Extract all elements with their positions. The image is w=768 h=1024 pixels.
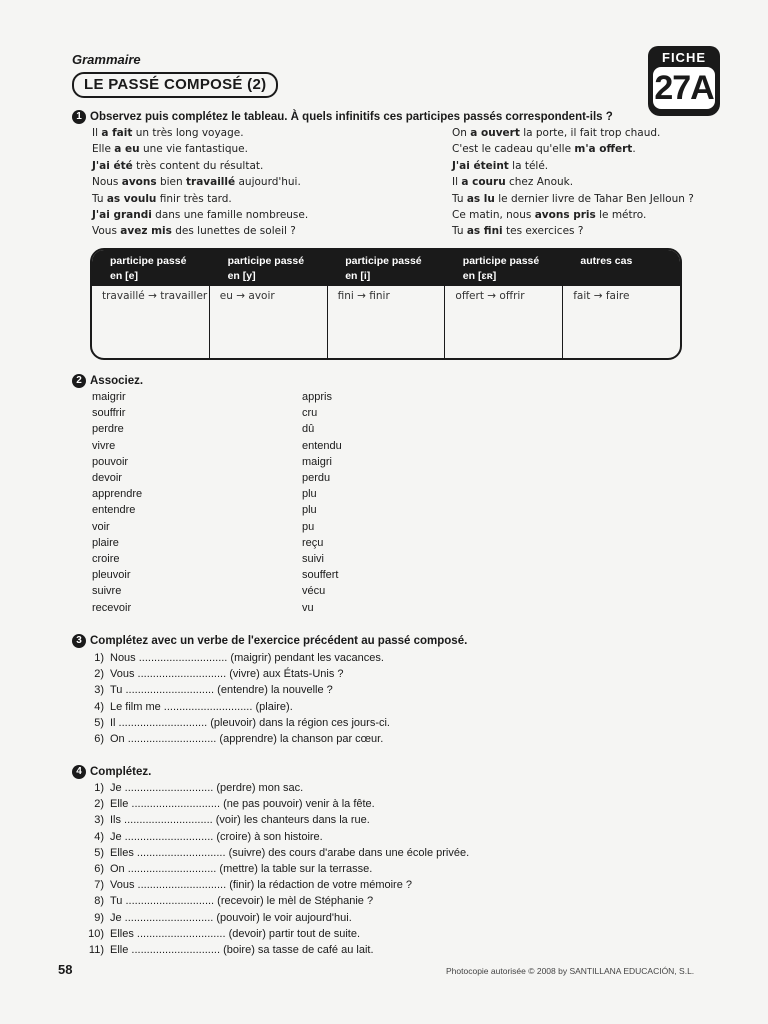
exercise-4-heading bbox=[72, 765, 151, 779]
infinitive-item[interactable]: souffrir bbox=[92, 407, 126, 420]
exercise-4-list bbox=[86, 780, 469, 958]
item-number: 10) bbox=[88, 927, 104, 940]
exercise-1-instruction: Observez puis complétez le tableau. À quels infinitifs ces participes passés correspondent-ils ? bbox=[90, 111, 613, 123]
exercise-item[interactable] bbox=[86, 682, 390, 698]
item-text: Vous ............................. (vivre) aux États-Unis ? bbox=[110, 668, 344, 681]
page-number: 58 bbox=[58, 962, 73, 977]
table-body-row bbox=[92, 286, 680, 358]
exercise-2-instruction: Associez. bbox=[90, 375, 144, 387]
participle-item[interactable]: suivi bbox=[302, 553, 325, 566]
exercise-2-heading bbox=[72, 374, 143, 388]
item-number: 2) bbox=[94, 798, 104, 811]
infinitive-item[interactable]: plaire bbox=[92, 536, 119, 549]
participle-item[interactable]: plu bbox=[302, 488, 317, 501]
infinitive-item[interactable]: croire bbox=[92, 553, 120, 566]
exercise-3-list bbox=[86, 650, 390, 747]
participle-item[interactable]: vu bbox=[302, 601, 314, 614]
exercise-item[interactable] bbox=[86, 845, 469, 861]
item-number: 6) bbox=[94, 863, 104, 876]
example-sentence: J'ai éteint la télé. bbox=[452, 159, 549, 172]
participle-item[interactable]: maigri bbox=[302, 455, 332, 468]
table-cell-1[interactable]: travaillé → travailler bbox=[92, 286, 210, 358]
exercise-item[interactable] bbox=[86, 910, 469, 926]
participle-item[interactable]: reçu bbox=[302, 536, 324, 549]
table-header-row bbox=[92, 250, 680, 286]
participle-item[interactable]: pu bbox=[302, 520, 315, 533]
exercise-item[interactable] bbox=[86, 731, 390, 747]
participle-item[interactable]: dû bbox=[302, 423, 315, 436]
exercise-item[interactable] bbox=[86, 780, 469, 796]
exercise-1-left-sentences bbox=[92, 125, 432, 240]
example-sentence: J'ai été très content du résultat. bbox=[92, 159, 264, 172]
participle-item[interactable]: vécu bbox=[302, 585, 326, 598]
infinitive-item[interactable]: apprendre bbox=[92, 488, 143, 501]
exercise-3-number: 3 bbox=[72, 634, 86, 648]
item-number: 2) bbox=[94, 668, 104, 681]
item-number: 5) bbox=[94, 846, 104, 859]
item-number: 4) bbox=[94, 700, 104, 713]
infinitive-item[interactable]: vivre bbox=[92, 439, 116, 452]
infinitive-item[interactable]: entendre bbox=[92, 504, 136, 517]
infinitive-item[interactable]: maigrir bbox=[92, 391, 126, 403]
infinitive-item[interactable]: perdre bbox=[92, 423, 124, 436]
page-title: LE PASSÉ COMPOSÉ (2) bbox=[72, 72, 278, 98]
exercise-item[interactable] bbox=[86, 942, 469, 958]
example-sentence: Ce matin, nous avons pris le métro. bbox=[452, 209, 647, 222]
item-text: Je ............................. (croire) à son histoire. bbox=[110, 830, 323, 843]
exercise-item[interactable] bbox=[86, 650, 390, 666]
exercise-1-right-sentences bbox=[452, 125, 752, 240]
item-text: Elles ............................. (suivre) des cours d'arabe dans une école privée. bbox=[110, 846, 470, 859]
exercise-item[interactable] bbox=[86, 699, 390, 715]
item-text: Elle ............................. (boire) sa tasse de café au lait. bbox=[110, 944, 374, 957]
infinitive-item[interactable]: pouvoir bbox=[92, 455, 129, 468]
table-cell-4[interactable]: offert → offrir bbox=[445, 286, 563, 358]
exercise-item[interactable] bbox=[86, 877, 469, 893]
item-number: 1) bbox=[94, 652, 104, 664]
item-text: Je ............................. (perdre) mon sac. bbox=[110, 782, 304, 794]
item-number: 7) bbox=[94, 879, 104, 892]
item-text: Ils ............................. (voir) les chanteurs dans la rue. bbox=[110, 814, 370, 827]
item-text: Il ............................. (pleuvoir) dans la région ces jours-ci. bbox=[110, 716, 390, 729]
example-sentence: Elle a eu une vie fantastique. bbox=[92, 143, 248, 156]
item-text: On ............................. (apprendre) la chanson par cœur. bbox=[110, 733, 384, 746]
item-text: Le film me ............................. (plaire). bbox=[110, 700, 293, 713]
table-cell-2[interactable]: eu → avoir bbox=[210, 286, 328, 358]
table-cell-3[interactable]: fini → finir bbox=[328, 286, 446, 358]
participle-item[interactable]: appris bbox=[302, 391, 332, 403]
example-sentence: Il a fait un très long voyage. bbox=[92, 127, 244, 139]
item-text: Elle ............................. (ne pas pouvoir) venir à la fête. bbox=[110, 798, 375, 811]
item-number: 6) bbox=[94, 733, 104, 746]
example-sentence: On a ouvert la porte, il fait trop chaud. bbox=[452, 127, 661, 139]
item-number: 1) bbox=[94, 782, 104, 794]
exercise-item[interactable] bbox=[86, 796, 469, 812]
participle-item[interactable]: plu bbox=[302, 504, 317, 517]
section-label: Grammaire bbox=[72, 52, 141, 67]
table-header-3: participe passé en [i] bbox=[345, 255, 422, 282]
exercise-2-number: 2 bbox=[72, 374, 86, 388]
item-number: 5) bbox=[94, 716, 104, 729]
exercise-3-heading bbox=[72, 634, 467, 648]
exercise-item[interactable] bbox=[86, 893, 469, 909]
exercise-item[interactable] bbox=[86, 715, 390, 731]
item-number: 8) bbox=[94, 895, 104, 908]
table-header-5: autres cas bbox=[580, 255, 633, 267]
table-header-4: participe passé en [ɛʀ] bbox=[462, 255, 540, 282]
infinitive-item[interactable]: suivre bbox=[92, 585, 122, 598]
infinitive-item[interactable]: pleuvoir bbox=[92, 569, 131, 582]
exercise-4-instruction: Complétez. bbox=[90, 766, 152, 778]
exercise-4-number: 4 bbox=[72, 765, 86, 779]
example-sentence: Tu as lu le dernier livre de Tahar Ben Jelloun ? bbox=[452, 192, 694, 205]
exercise-3-instruction: Complétez avec un verbe de l'exercice précédent au passé composé. bbox=[90, 635, 468, 647]
item-number: 4) bbox=[94, 830, 104, 843]
item-number: 3) bbox=[94, 684, 104, 697]
exercise-1-number: 1 bbox=[72, 110, 86, 124]
table-header-1: participe passé en [e] bbox=[110, 255, 187, 282]
item-text: Elles ............................. (devoir) partir tout de suite. bbox=[110, 927, 361, 940]
participle-table bbox=[90, 248, 682, 360]
fiche-label: FICHE bbox=[662, 50, 706, 65]
participle-item[interactable]: souffert bbox=[302, 569, 339, 582]
item-text: On ............................. (mettre) la table sur la terrasse. bbox=[110, 863, 373, 876]
exercise-2-infinitives bbox=[92, 389, 142, 616]
exercise-item[interactable] bbox=[86, 812, 469, 828]
copyright-notice: Photocopie autorisée © 2008 by SANTILLANA EDUCACIÓN, S.L. bbox=[446, 966, 695, 976]
item-number: 11) bbox=[88, 944, 104, 957]
item-text: Je ............................. (pouvoir) le voir aujourd'hui. bbox=[110, 911, 352, 924]
item-number: 9) bbox=[94, 911, 104, 924]
item-text: Tu ............................. (entendre) la nouvelle ? bbox=[110, 684, 333, 697]
table-cell-5[interactable]: fait → faire bbox=[573, 290, 630, 302]
exercise-item[interactable] bbox=[86, 829, 469, 845]
fiche-badge bbox=[648, 46, 720, 116]
infinitive-item[interactable]: devoir bbox=[92, 472, 122, 485]
example-sentence: J'ai grandi dans une famille nombreuse. bbox=[92, 209, 309, 222]
exercise-item[interactable] bbox=[86, 926, 469, 942]
item-text: Tu ............................. (recevoir) le mèl de Stéphanie ? bbox=[110, 895, 374, 908]
item-number: 3) bbox=[94, 814, 104, 827]
fiche-number: 27A bbox=[654, 69, 714, 107]
example-sentence: Tu as fini tes exercices ? bbox=[452, 225, 584, 238]
participle-item[interactable]: cru bbox=[302, 407, 318, 420]
infinitive-item[interactable]: voir bbox=[92, 520, 110, 533]
table-header-2: participe passé en [y] bbox=[227, 255, 305, 282]
example-sentence: Vous avez mis des lunettes de soleil ? bbox=[92, 225, 296, 238]
exercise-item[interactable] bbox=[86, 861, 469, 877]
participle-item[interactable]: entendu bbox=[302, 439, 342, 452]
example-sentence: Nous avons bien travaillé aujourd'hui. bbox=[92, 176, 301, 189]
participle-item[interactable]: perdu bbox=[302, 472, 331, 485]
item-text: Vous ............................. (finir) la rédaction de votre mémoire ? bbox=[110, 879, 413, 892]
infinitive-item[interactable]: recevoir bbox=[92, 601, 132, 614]
example-sentence: Il a couru chez Anouk. bbox=[452, 176, 574, 189]
example-sentence: C'est le cadeau qu'elle m'a offert. bbox=[452, 143, 636, 156]
example-sentence: Tu as voulu finir très tard. bbox=[92, 192, 232, 205]
item-text: Nous ............................. (maigrir) pendant les vacances. bbox=[110, 652, 384, 664]
exercise-2-participles bbox=[302, 389, 342, 616]
exercise-item[interactable] bbox=[86, 666, 390, 682]
exercise-1-heading bbox=[72, 110, 672, 124]
